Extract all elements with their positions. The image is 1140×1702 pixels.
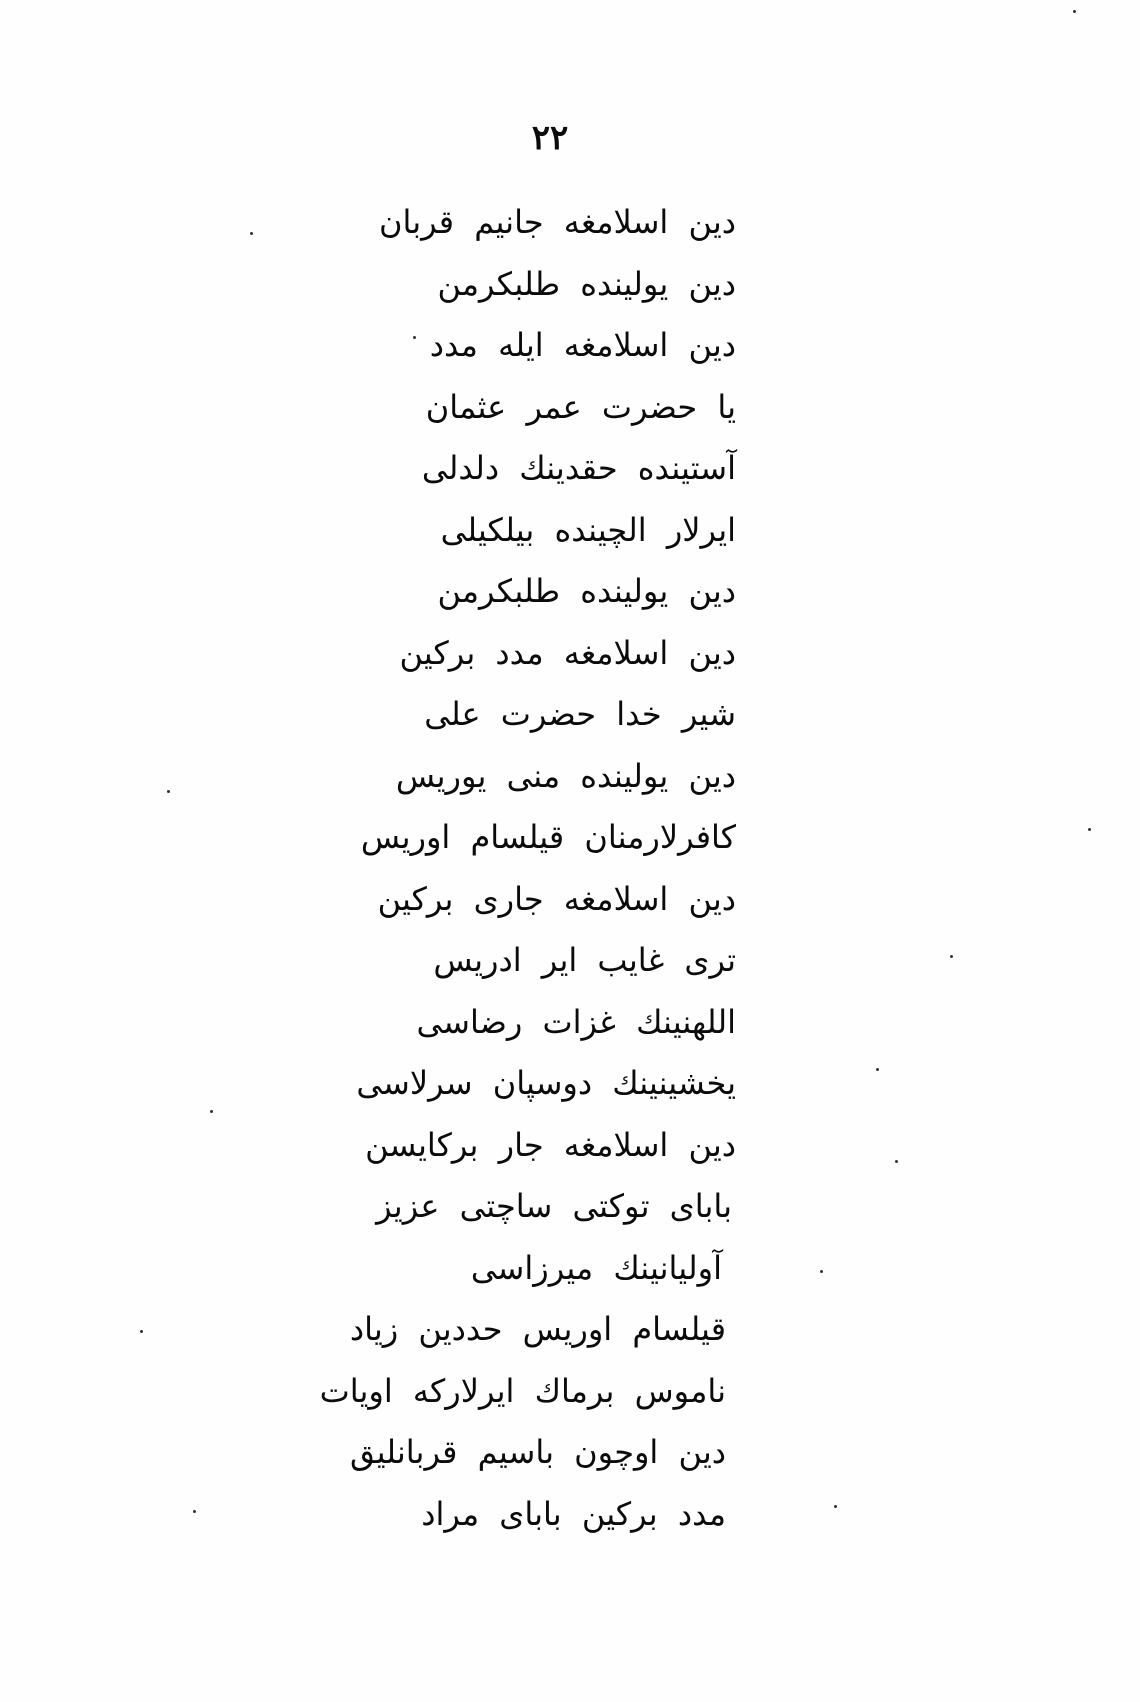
verse-line: مدد برکین بابای مراد — [421, 1494, 726, 1533]
verse-line: دین اسلامغه ایله مدد — [429, 326, 736, 364]
verse-line: دین یولینده منی یوریس — [395, 756, 736, 795]
scan-speck — [193, 1510, 196, 1513]
verse-line: قیلسام اوریس حددین زیاد — [349, 1310, 726, 1348]
scan-speck — [140, 1330, 143, 1333]
verse-line: یخشینینك دوسپان سرلاسی — [356, 1064, 736, 1102]
scan-speck — [834, 1505, 837, 1508]
verse-line: دین اسلامغه جانیم قربان — [378, 203, 736, 241]
scan-speck — [210, 1110, 213, 1113]
verse-line: تری غایب ایر ادریس — [433, 941, 736, 979]
verse-line: آولیانینك میرزاسی — [470, 1248, 722, 1287]
verse-line: یا حضرت عمر عثمان — [425, 387, 736, 426]
scan-speck — [895, 1160, 898, 1163]
verse-line: دین یولینده طلبکرمن — [437, 264, 736, 303]
verse-line: دین اسلامغه جار برکایسن — [365, 1125, 736, 1164]
scan-speck — [250, 232, 253, 235]
scan-speck — [167, 790, 170, 793]
poem-verses — [316, 192, 736, 1545]
verse-line: اللهنینك غزات رضاسی — [416, 1002, 736, 1041]
verse-line: دین اسلامغه جاری برکین — [377, 879, 736, 918]
scan-speck — [413, 336, 416, 339]
verse-line: شیر خدا حضرت علی — [424, 695, 736, 733]
verse-line: دین یولینده طلبکرمن — [437, 572, 736, 610]
verse-line: دین اوچون باسیم قربانلیق — [349, 1433, 726, 1471]
scan-speck — [820, 1270, 823, 1273]
verse-line: کافرلارمنان قیلسام اوریس — [360, 818, 736, 856]
verse-line: بابای توکتی ساچتی عزیز — [376, 1187, 732, 1225]
verse-line: ناموس برماك ایرلارکه اویات — [319, 1371, 726, 1410]
page-number: ۲۲ — [531, 118, 569, 158]
scan-speck — [950, 955, 953, 958]
verse-line: ایرلار الچینده بیلکیلی — [440, 510, 736, 549]
verse-line: آستینده حقدینك دلدلی — [421, 449, 736, 487]
scan-speck — [876, 1068, 879, 1071]
scan-speck — [1088, 828, 1091, 831]
scan-speck — [1073, 10, 1076, 13]
verse-line: دین اسلامغه مدد برکین — [399, 633, 736, 672]
